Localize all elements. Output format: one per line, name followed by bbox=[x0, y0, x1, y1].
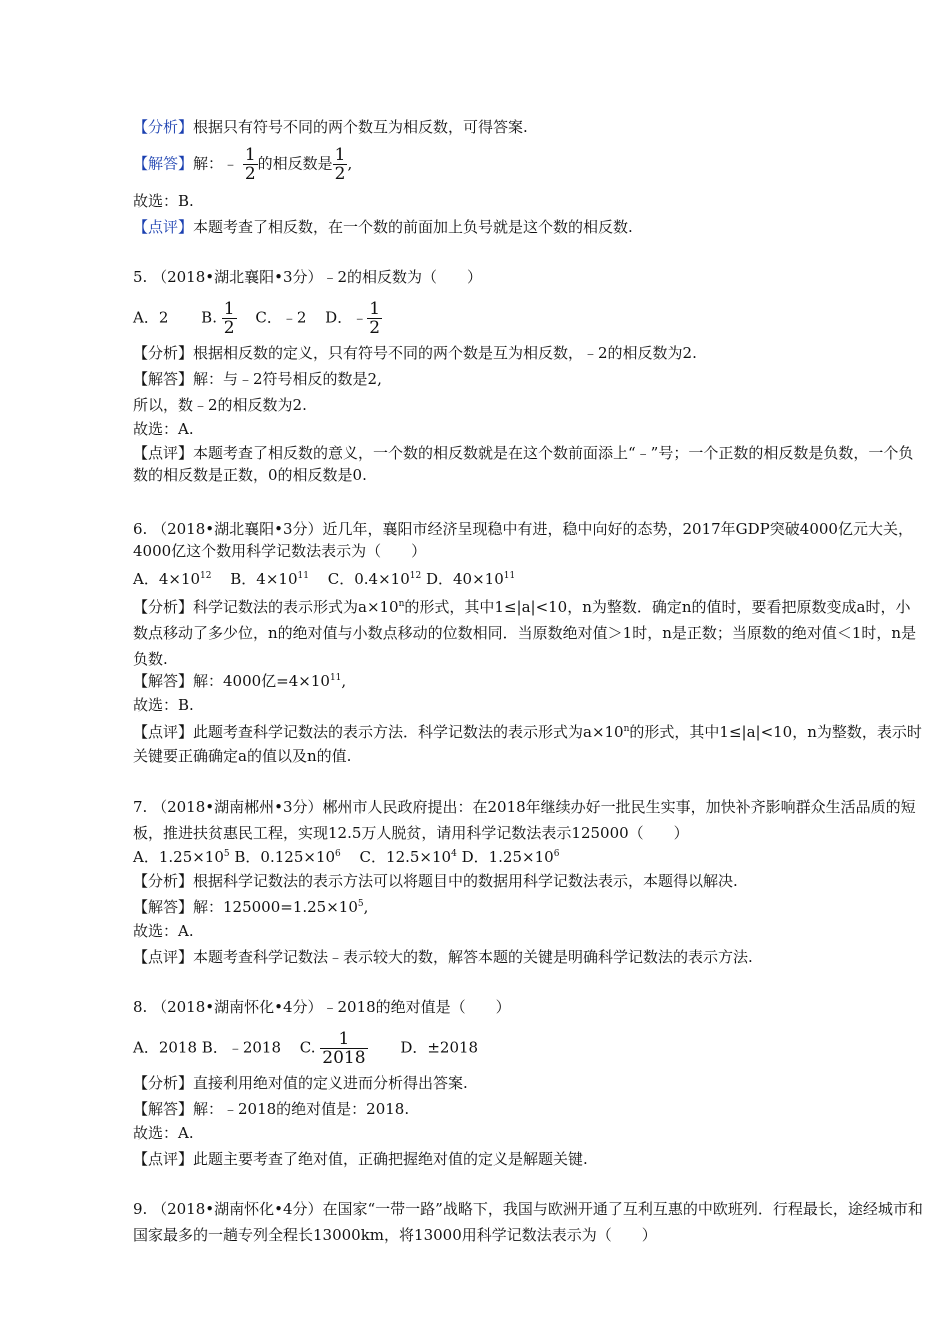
q6-option-a: A．4×10 bbox=[133, 570, 201, 588]
fraction bbox=[243, 146, 258, 183]
exponent: 5 bbox=[357, 899, 364, 909]
analysis-tag: 【分析】 bbox=[133, 118, 194, 136]
q8-option-b: B．﹣2018 bbox=[201, 1038, 281, 1057]
q5-stem: 5. （2018•湖北襄阳•3分）﹣2的相反数为（ ） bbox=[133, 268, 483, 286]
fraction bbox=[320, 1030, 367, 1067]
q6-comment bbox=[133, 720, 923, 768]
prev-comment-text: 本题考查了相反数，在一个数的前面加上负号就是这个数的相反数. bbox=[193, 218, 633, 236]
fraction-numerator: 1 bbox=[369, 299, 381, 319]
q6-answer-post: , bbox=[341, 672, 347, 690]
fraction-numerator: 1 bbox=[338, 1029, 350, 1049]
q8-option-c: C. bbox=[299, 1038, 316, 1057]
exponent: n bbox=[623, 724, 630, 734]
q6-option-c: C．0.4×10 bbox=[327, 570, 410, 588]
q6-answer bbox=[133, 670, 346, 692]
exponent: 12 bbox=[200, 571, 212, 581]
q7-answer bbox=[133, 896, 368, 918]
exponent: 6 bbox=[335, 849, 341, 859]
exponent: 12 bbox=[409, 571, 422, 581]
prev-answer bbox=[133, 146, 352, 183]
q7-option-a: A．1.25×10 bbox=[133, 848, 224, 866]
answer-tag: 【解答】 bbox=[133, 154, 194, 173]
q7-options bbox=[133, 846, 559, 868]
q5-option-c: C．﹣2 bbox=[255, 308, 307, 327]
q7-analysis: 【分析】根据科学记数法的表示方法可以将题目中的数据用科学记数法表示，本题得以解决. bbox=[133, 872, 738, 890]
fraction bbox=[333, 146, 348, 183]
q7-answer-pre: 【解答】解：125000=1.25×10 bbox=[133, 898, 358, 916]
q8-option-a: A．2018 bbox=[133, 1038, 198, 1057]
q8-comment: 【点评】此题主要考查了绝对值，正确把握绝对值的定义是解题关键. bbox=[133, 1150, 588, 1168]
q6-options bbox=[133, 568, 515, 590]
fraction-denominator: 2 bbox=[244, 164, 256, 184]
fraction-denominator: 2 bbox=[334, 164, 346, 184]
q5-answer-2: 所以，数﹣2的相反数为2. bbox=[133, 396, 307, 414]
q5-choose: 故选：A. bbox=[133, 420, 194, 438]
q5-answer: 【解答】解：与﹣2符号相反的数是2, bbox=[133, 370, 382, 388]
fraction-numerator: 1 bbox=[334, 145, 346, 165]
q6-choose: 故选：B. bbox=[133, 696, 194, 714]
q8-answer: 【解答】解：﹣2018的绝对值是：2018. bbox=[133, 1100, 410, 1118]
q6-answer-pre: 【解答】解：4000亿=4×10 bbox=[133, 672, 330, 690]
fraction-denominator: 2 bbox=[223, 318, 235, 338]
q8-choose: 故选：A. bbox=[133, 1124, 194, 1142]
q7-stem: 7. （2018•湖南郴州•3分）郴州市人民政府提出：在2018年继续办好一批民生实事，加快补齐影响群众生活品质的短板，推进扶贫惠民工程，实现12.5万人脱贫，请用科学记数法表示125000（ ） bbox=[133, 798, 916, 842]
q8-stem: 8. （2018•湖南怀化•4分）﹣2018的绝对值是（ ） bbox=[133, 998, 511, 1016]
fraction-numerator: 1 bbox=[223, 299, 235, 319]
q8-analysis: 【分析】直接利用绝对值的定义进而分析得出答案. bbox=[133, 1074, 468, 1092]
q7-choose: 故选：A. bbox=[133, 922, 194, 940]
exponent: 11 bbox=[503, 571, 516, 581]
q6-option-b: B．4×10 bbox=[230, 570, 298, 588]
fraction-denominator: 2018 bbox=[322, 1048, 366, 1068]
fraction bbox=[367, 300, 382, 337]
prev-answer-end: , bbox=[347, 154, 353, 173]
exponent: 11 bbox=[329, 673, 342, 683]
q5-analysis: 【分析】根据相反数的定义，只有符号不同的两个数是互为相反数，﹣2的相反数为2. bbox=[133, 344, 697, 362]
q8-options bbox=[133, 1030, 478, 1067]
q6-comment-post: 的形式，其中1≤|a|<10，n为整数，表示时关键要正确确定a的值以及n的值. bbox=[133, 723, 922, 765]
q6-analysis-post: 的形式，其中1≤|a|<10，n为整数．确定n的值时，要看把原数变成a时，小数点移动了多少位，n的绝对值与小数点移动的位数相同．当原数绝对值＞1时，n是正数；当原数的绝对值＜1时，n是负数. bbox=[133, 598, 917, 668]
prev-answer-pre: 解：﹣ bbox=[193, 154, 239, 173]
fraction-denominator: 2 bbox=[369, 318, 381, 338]
prev-answer-mid: 的相反数是 bbox=[257, 154, 333, 173]
q6-analysis-pre: 【分析】科学记数法的表示形式为a×10 bbox=[133, 598, 399, 616]
q7-comment: 【点评】本题考查科学记数法﹣表示较大的数，解答本题的关键是明确科学记数法的表示方法. bbox=[133, 948, 753, 966]
q7-option-c: C．12.5×10 bbox=[359, 848, 452, 866]
prev-analysis-text: 根据只有符号不同的两个数互为相反数，可得答案. bbox=[193, 118, 528, 136]
q7-option-d: D．1.25×10 bbox=[461, 848, 554, 866]
q6-stem: 6. （2018•湖北襄阳•3分）近几年，襄阳市经济呈现稳中有进，稳中向好的态势，2017年GDP突破4000亿元大关，4000亿这个数用科学记数法表示为（ ） bbox=[133, 520, 913, 560]
q5-option-a: A．2 bbox=[133, 308, 169, 327]
q7-answer-post: , bbox=[363, 898, 369, 916]
q7-option-b: B．0.125×10 bbox=[234, 848, 336, 866]
q6-analysis bbox=[133, 594, 923, 672]
q5-option-b: B. bbox=[201, 308, 217, 327]
prev-choose: 故选：B. bbox=[133, 192, 194, 210]
q5-comment: 【点评】本题考查了相反数的意义，一个数的相反数就是在这个数前面添上“﹣”号；一个正数的相反数是负数，一个负数的相反数是正数，0的相反数是0. bbox=[133, 444, 914, 484]
q5-options bbox=[133, 300, 382, 337]
prev-comment bbox=[133, 216, 633, 238]
prev-analysis bbox=[133, 116, 528, 138]
comment-tag: 【点评】 bbox=[133, 218, 194, 236]
fraction bbox=[222, 300, 237, 337]
exponent: 6 bbox=[553, 849, 560, 859]
q6-option-d: D．40×10 bbox=[425, 570, 504, 588]
q6-comment-pre: 【点评】此题考查科学记数法的表示方法．科学记数法的表示形式为a×10 bbox=[133, 723, 624, 741]
exponent: n bbox=[398, 599, 405, 609]
q5-option-d: D．﹣ bbox=[325, 308, 368, 327]
exponent: 5 bbox=[223, 849, 230, 859]
exponent: 4 bbox=[451, 849, 457, 859]
q8-option-d: D．±2018 bbox=[400, 1038, 479, 1057]
exponent: 11 bbox=[297, 571, 309, 581]
q9-stem: 9. （2018•湖南怀化•4分）在国家“一带一路”战略下，我国与欧洲开通了互利互惠的中欧班列．行程最长，途经城市和国家最多的一趟专列全程长13000km，将13000用科学记数法表示为（ ） bbox=[133, 1200, 923, 1244]
fraction-numerator: 1 bbox=[244, 145, 256, 165]
